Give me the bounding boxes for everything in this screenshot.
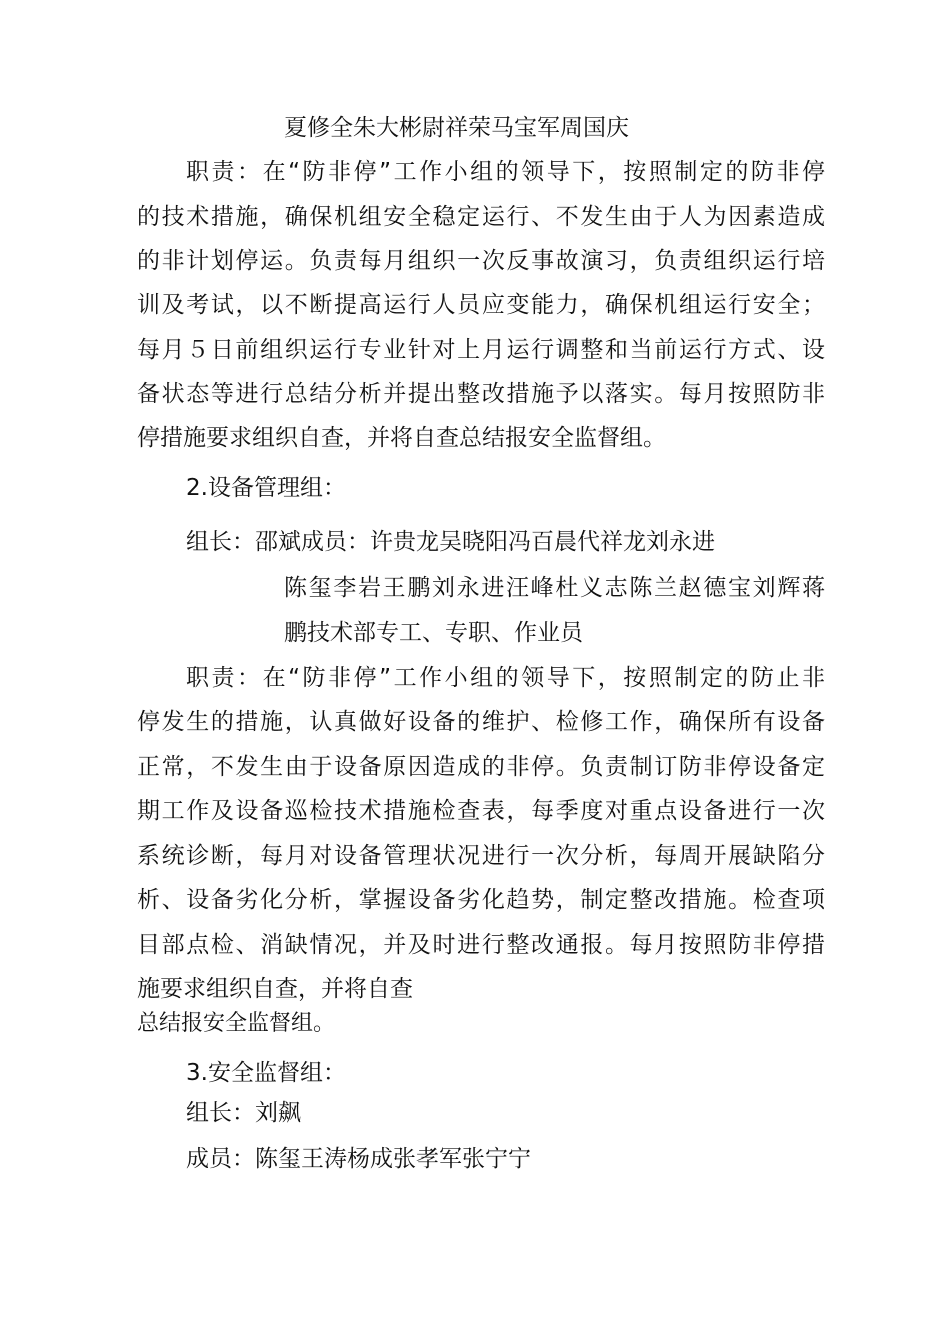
section1-duty-line-1: 职责：在“防非停”工作小组的领导下，按照制定的防非停 — [186, 159, 825, 185]
section2-duty-line-2: 停发生的措施，认真做好设备的维护、检修工作，确保所有设备 — [137, 709, 825, 735]
section1-members-tail: 夏修全朱大彬尉祥荣马宝军周国庆 — [284, 115, 629, 141]
section2-duty-line-9: 总结报安全监督组。 — [137, 1011, 336, 1036]
section1-duty-line-2: 的技术措施，确保机组安全稳定运行、不发生由于人为因素造成 — [137, 204, 825, 230]
section3-leader-line: 组长：刘飙 — [186, 1100, 301, 1126]
section3-heading: 3.安全监督组： — [186, 1060, 346, 1086]
section2-duty-line-3: 正常，不发生由于设备原因造成的非停。负责制订防非停设备定 — [137, 754, 825, 780]
section1-duty-line-6: 备状态等进行总结分析并提出整改措施予以落实。每月按照防非 — [137, 381, 825, 407]
section3-members-line: 成员：陈玺王涛杨成张孝军张宁宁 — [186, 1146, 531, 1172]
section2-members-line-2: 鹏技术部专工、专职、作业员 — [284, 620, 583, 646]
section2-duty-line-8: 施要求组织自查，并将自查 — [137, 976, 413, 1002]
section2-duty-line-1: 职责：在“防非停”工作小组的领导下，按照制定的防止非 — [186, 665, 825, 691]
section1-duty-line-3: 的非计划停运。负责每月组织一次反事故演习，负责组织运行培 — [137, 248, 825, 274]
section2-duty-line-6: 析、设备劣化分析，掌握设备劣化趋势，制定整改措施。检查项 — [137, 887, 825, 913]
section1-duty-line-7: 停措施要求组织自查，并将自查总结报安全监督组。 — [137, 425, 666, 451]
section2-duty-line-4: 期工作及设备巡检技术措施检查表，每季度对重点设备进行一次 — [137, 798, 825, 824]
section2-heading: 2.设备管理组： — [186, 475, 346, 501]
section2-members-line-1: 陈玺李岩王鹏刘永进汪峰杜义志陈兰赵德宝刘辉蒋 — [284, 575, 825, 601]
section1-duty-line-4: 训及考试，以不断提高运行人员应变能力，确保机组运行安全； — [137, 292, 825, 318]
section1-duty-line-5: 每月５日前组织运行专业针对上月运行调整和当前运行方式、设 — [137, 337, 825, 363]
section2-leader-line: 组长：邵斌成员：许贵龙吴晓阳冯百晨代祥龙刘永进 — [186, 529, 715, 555]
section2-duty-line-5: 系统诊断，每月对设备管理状况进行一次分析，每周开展缺陷分 — [137, 843, 825, 869]
section2-duty-line-7: 目部点检、消缺情况，并及时进行整改通报。每月按照防非停措 — [137, 932, 825, 958]
